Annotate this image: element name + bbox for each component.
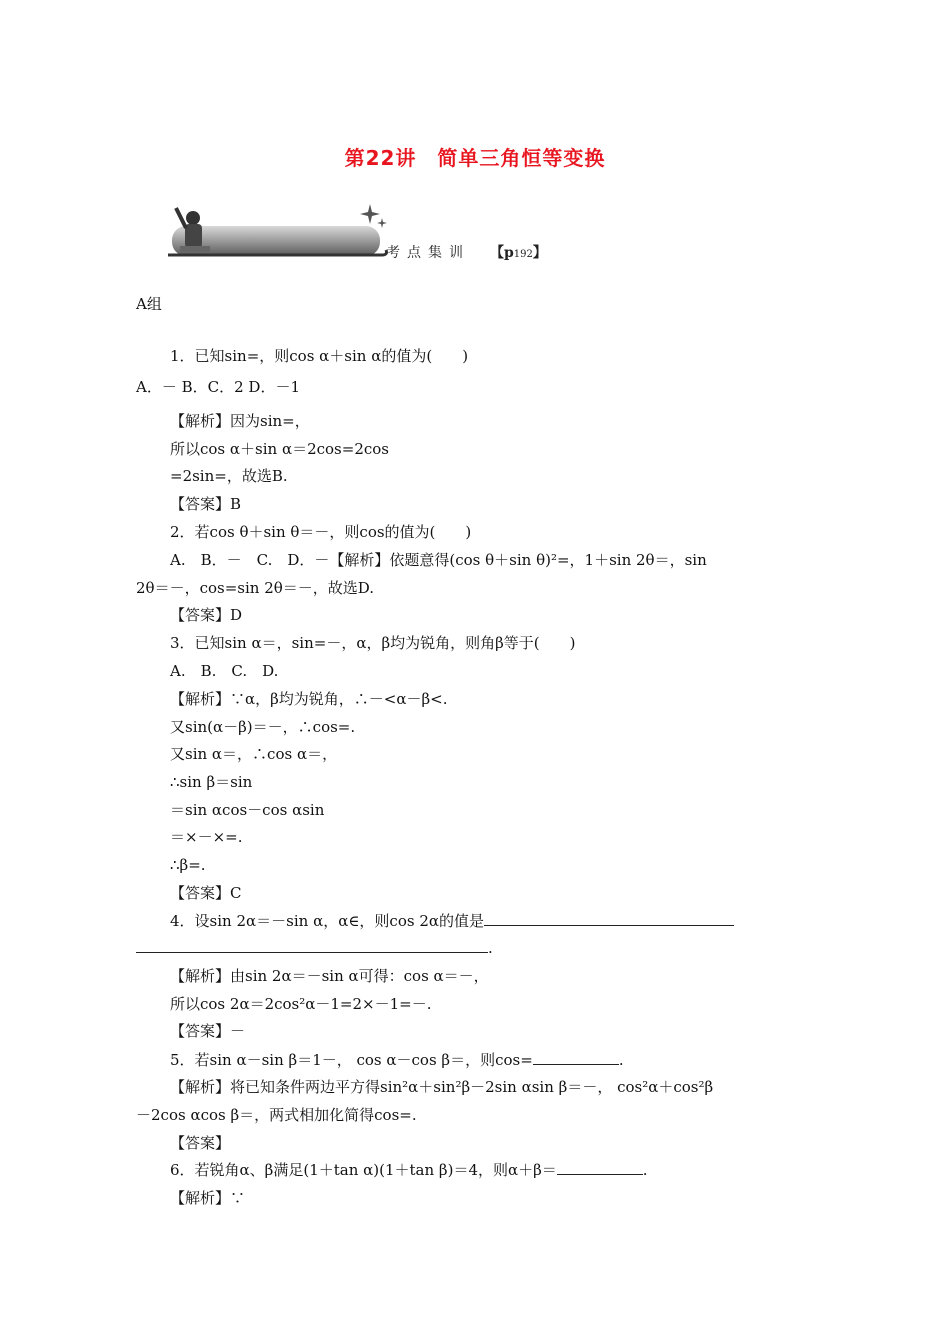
solution-line: =2sin=，故选B. <box>170 467 288 485</box>
question-5: 5．若sin α－sin β＝1－， cos α－cos β＝，则cos= . <box>170 1051 624 1069</box>
question-4: 4．设sin 2α＝－sin α，α∈，则cos 2α的值是 <box>170 911 734 931</box>
answer-line: 【答案】－ <box>170 1022 246 1040</box>
answer-line: 【答案】C <box>170 884 242 902</box>
answer-line: 【答案】B <box>170 495 242 513</box>
answer-line: 【答案】 <box>170 1134 231 1152</box>
solution-line: ∴β=. <box>170 856 206 874</box>
question-4-continuation: . <box>136 938 493 958</box>
question-1-options: A．－ B．C．2 D．－1 <box>136 378 300 396</box>
solution-line: 【解析】∵α，β均为锐角，∴－<α－β<. <box>170 690 448 708</box>
solution-line: 所以cos 2α＝2cos²α－1=2×－1=－. <box>170 995 432 1013</box>
answer-blank <box>557 1160 643 1175</box>
solution-line: ＝×－×=. <box>170 828 243 846</box>
answer-line: 【答案】D <box>170 606 243 624</box>
solution-line: －2cos αcos β＝，两式相加化简得cos=. <box>136 1106 417 1124</box>
answer-blank <box>533 1050 619 1065</box>
question-6: 6．若锐角α、β满足(1＋tan α)(1＋tan β)＝4，则α＋β＝ . <box>170 1161 648 1179</box>
solution-line: 2θ＝－，cos=sin 2θ＝－，故选D. <box>136 579 375 597</box>
solution-line: ＝sin αcos－cos αsin <box>170 801 325 819</box>
page-title: 第22讲 简单三角恒等变换 <box>344 146 606 170</box>
sparkle-icon <box>360 204 387 228</box>
solution-line: 所以cos α＋sin α＝2cos=2cos <box>170 440 389 458</box>
question-2-options: A. B．－ C. D．－【解析】依题意得(cos θ＋sin θ)²=，1＋sin 2θ＝，sin <box>170 551 707 569</box>
solution-line: 【解析】∵ <box>170 1189 246 1207</box>
question-3: 3．已知sin α＝，sin=－，α，β均为锐角，则角β等于( ) <box>170 634 576 652</box>
banner-page-ref: 【p192】 <box>490 245 547 261</box>
answer-blank <box>484 911 734 926</box>
solution-line: 【解析】因为sin=， <box>170 412 310 430</box>
solution-line: 【解析】将已知条件两边平方得sin²α＋sin²β－2sin αsin β＝－， cos²α＋cos²β <box>170 1078 714 1096</box>
solution-line: 又sin(α－β)＝－，∴cos=. <box>170 718 356 736</box>
question-1: 1．已知sin=，则cos α＋sin α的值为( ) <box>170 347 469 365</box>
question-3-options: A. B. C. D. <box>170 662 279 680</box>
solution-line: 【解析】由sin 2α＝－sin α可得：cos α＝－， <box>170 967 489 985</box>
answer-blank <box>136 938 488 953</box>
solution-line: 又sin α＝，∴cos α＝， <box>170 745 338 763</box>
solution-line: ∴sin β＝sin <box>170 773 253 791</box>
question-2: 2．若cos θ＋sin θ＝－，则cos的值为( ) <box>170 523 472 541</box>
banner-label: 考点集训 <box>386 245 470 261</box>
group-heading: A组 <box>136 295 162 313</box>
